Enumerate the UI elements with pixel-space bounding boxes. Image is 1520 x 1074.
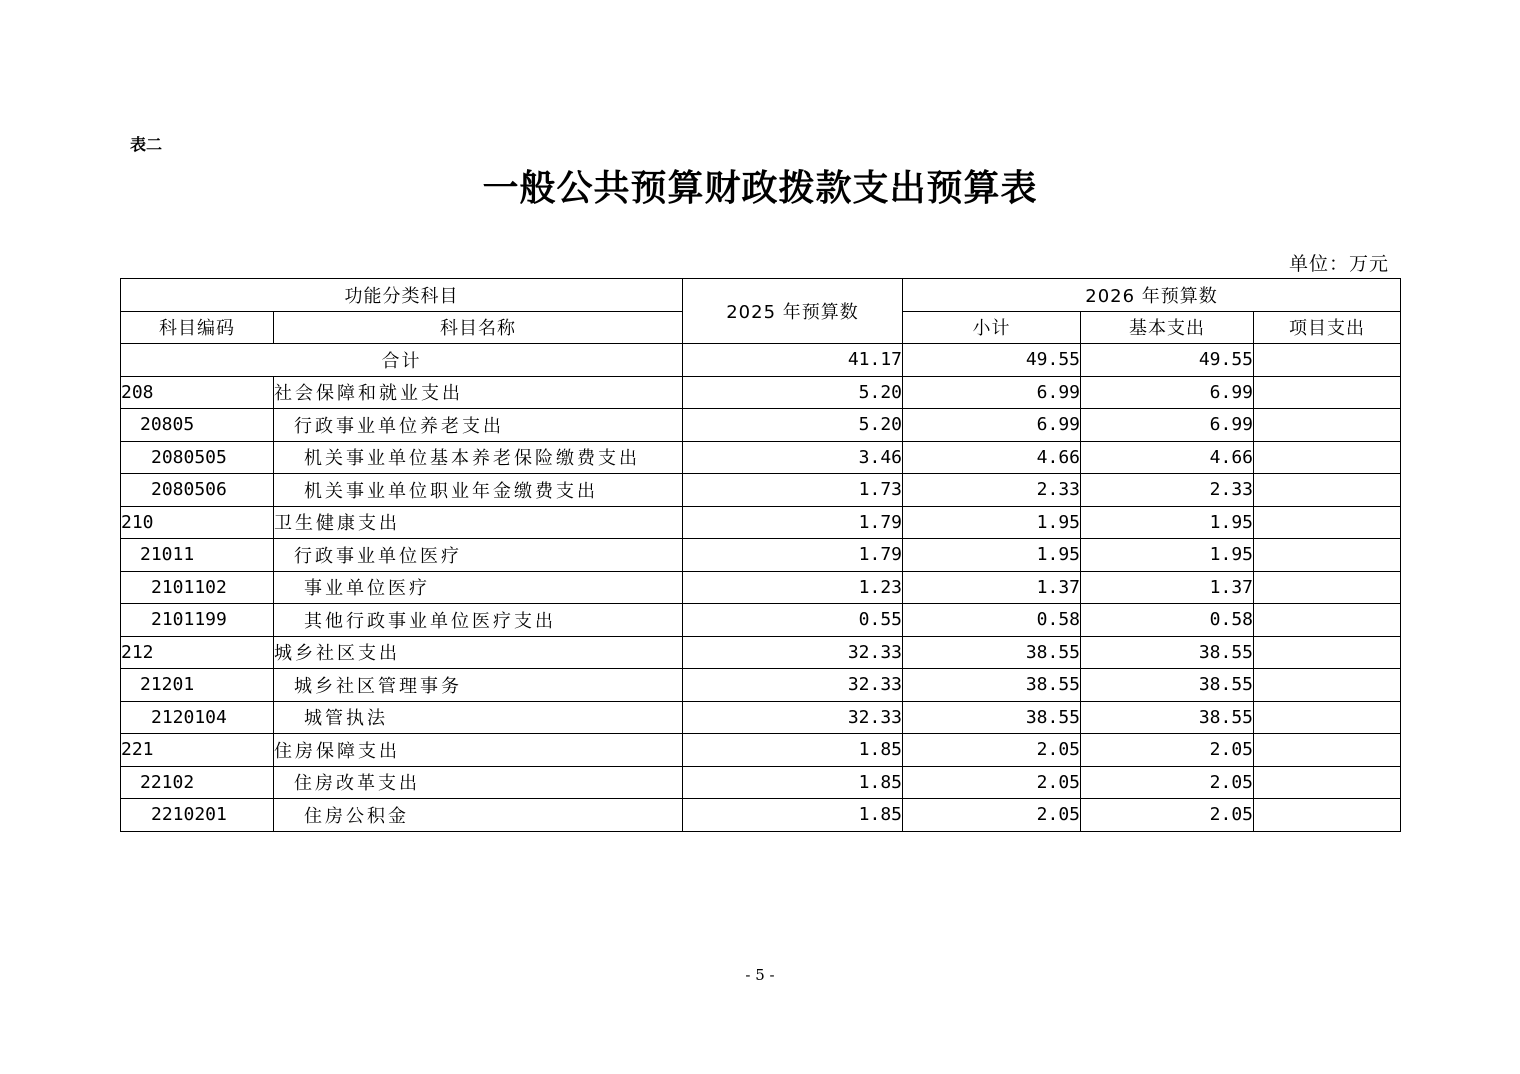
page-number: - 5 - xyxy=(745,966,775,984)
row-name: 行政事业单位医疗 xyxy=(274,539,683,572)
row-code: 21201 xyxy=(121,669,274,702)
row-name: 行政事业单位养老支出 xyxy=(274,409,683,442)
row-basic: 1.95 xyxy=(1081,506,1254,539)
row-project xyxy=(1254,539,1401,572)
row-name: 机关事业单位基本养老保险缴费支出 xyxy=(274,441,683,474)
row-basic: 6.99 xyxy=(1081,409,1254,442)
col-subtotal: 小计 xyxy=(903,311,1081,344)
row-code: 2101102 xyxy=(121,571,274,604)
row-code: 2101199 xyxy=(121,604,274,637)
row-project xyxy=(1254,604,1401,637)
row-name: 城乡社区管理事务 xyxy=(274,669,683,702)
row-code: 2120104 xyxy=(121,701,274,734)
row-budget-2025: 0.55 xyxy=(683,604,903,637)
col-budget-2025: 2025 年预算数 xyxy=(683,279,903,344)
col-group-function: 功能分类科目 xyxy=(121,279,683,312)
row-basic: 2.05 xyxy=(1081,799,1254,832)
row-code: 210 xyxy=(121,506,274,539)
row-name: 卫生健康支出 xyxy=(274,506,683,539)
table-row xyxy=(121,506,1401,539)
col-name: 科目名称 xyxy=(274,311,683,344)
row-subtotal: 1.95 xyxy=(903,539,1081,572)
row-subtotal: 38.55 xyxy=(903,701,1081,734)
table-row xyxy=(121,539,1401,572)
row-project xyxy=(1254,506,1401,539)
table-row xyxy=(121,701,1401,734)
row-project xyxy=(1254,376,1401,409)
row-project xyxy=(1254,571,1401,604)
row-subtotal: 0.58 xyxy=(903,604,1081,637)
table-row xyxy=(121,441,1401,474)
col-code: 科目编码 xyxy=(121,311,274,344)
row-basic: 38.55 xyxy=(1081,701,1254,734)
table-row xyxy=(121,474,1401,507)
row-name: 社会保障和就业支出 xyxy=(274,376,683,409)
row-project xyxy=(1254,799,1401,832)
row-subtotal: 1.95 xyxy=(903,506,1081,539)
row-subtotal: 2.05 xyxy=(903,799,1081,832)
row-name: 其他行政事业单位医疗支出 xyxy=(274,604,683,637)
total-project xyxy=(1254,344,1401,377)
row-budget-2025: 32.33 xyxy=(683,701,903,734)
row-subtotal: 1.37 xyxy=(903,571,1081,604)
row-subtotal: 38.55 xyxy=(903,636,1081,669)
row-budget-2025: 1.79 xyxy=(683,539,903,572)
row-name: 住房改革支出 xyxy=(274,766,683,799)
total-basic: 49.55 xyxy=(1081,344,1254,377)
header-row-1 xyxy=(121,279,1401,312)
total-label: 合计 xyxy=(121,344,683,377)
row-code: 2210201 xyxy=(121,799,274,832)
table-row xyxy=(121,799,1401,832)
row-project xyxy=(1254,734,1401,767)
row-budget-2025: 5.20 xyxy=(683,409,903,442)
row-code: 2080506 xyxy=(121,474,274,507)
row-code: 20805 xyxy=(121,409,274,442)
row-code: 212 xyxy=(121,636,274,669)
row-budget-2025: 5.20 xyxy=(683,376,903,409)
row-subtotal: 6.99 xyxy=(903,409,1081,442)
row-basic: 38.55 xyxy=(1081,636,1254,669)
table-row xyxy=(121,571,1401,604)
row-name: 住房公积金 xyxy=(274,799,683,832)
row-subtotal: 2.05 xyxy=(903,766,1081,799)
row-budget-2025: 1.79 xyxy=(683,506,903,539)
row-code: 21011 xyxy=(121,539,274,572)
col-project: 项目支出 xyxy=(1254,311,1401,344)
row-subtotal: 2.05 xyxy=(903,734,1081,767)
row-budget-2025: 1.85 xyxy=(683,766,903,799)
row-basic: 0.58 xyxy=(1081,604,1254,637)
row-basic: 2.05 xyxy=(1081,734,1254,767)
row-name: 机关事业单位职业年金缴费支出 xyxy=(274,474,683,507)
row-name: 事业单位医疗 xyxy=(274,571,683,604)
row-project xyxy=(1254,636,1401,669)
row-basic: 6.99 xyxy=(1081,376,1254,409)
col-group-2026: 2026 年预算数 xyxy=(903,279,1401,312)
table-row xyxy=(121,766,1401,799)
row-budget-2025: 1.85 xyxy=(683,734,903,767)
row-code: 2080505 xyxy=(121,441,274,474)
row-basic: 38.55 xyxy=(1081,669,1254,702)
row-budget-2025: 1.85 xyxy=(683,799,903,832)
table-row xyxy=(121,669,1401,702)
row-budget-2025: 1.23 xyxy=(683,571,903,604)
row-basic: 1.37 xyxy=(1081,571,1254,604)
total-row xyxy=(121,344,1401,377)
col-basic: 基本支出 xyxy=(1081,311,1254,344)
table-row xyxy=(121,409,1401,442)
row-project xyxy=(1254,441,1401,474)
row-project xyxy=(1254,669,1401,702)
total-subtotal: 49.55 xyxy=(903,344,1081,377)
row-subtotal: 6.99 xyxy=(903,376,1081,409)
row-project xyxy=(1254,701,1401,734)
unit-label: 单位：万元 xyxy=(1288,253,1389,275)
row-project xyxy=(1254,766,1401,799)
row-code: 221 xyxy=(121,734,274,767)
row-budget-2025: 3.46 xyxy=(683,441,903,474)
table-row xyxy=(121,376,1401,409)
row-name: 城乡社区支出 xyxy=(274,636,683,669)
row-code: 208 xyxy=(121,376,274,409)
row-basic: 2.33 xyxy=(1081,474,1254,507)
row-subtotal: 4.66 xyxy=(903,441,1081,474)
total-budget-2025: 41.17 xyxy=(683,344,903,377)
row-name: 城管执法 xyxy=(274,701,683,734)
row-budget-2025: 1.73 xyxy=(683,474,903,507)
row-budget-2025: 32.33 xyxy=(683,669,903,702)
row-code: 22102 xyxy=(121,766,274,799)
row-basic: 2.05 xyxy=(1081,766,1254,799)
row-project xyxy=(1254,409,1401,442)
table-row xyxy=(121,734,1401,767)
table-row xyxy=(121,604,1401,637)
row-name: 住房保障支出 xyxy=(274,734,683,767)
row-project xyxy=(1254,474,1401,507)
budget-table xyxy=(120,278,1401,832)
row-basic: 1.95 xyxy=(1081,539,1254,572)
table-label: 表二 xyxy=(130,135,163,154)
row-budget-2025: 32.33 xyxy=(683,636,903,669)
row-subtotal: 38.55 xyxy=(903,669,1081,702)
row-subtotal: 2.33 xyxy=(903,474,1081,507)
row-basic: 4.66 xyxy=(1081,441,1254,474)
page-title: 一般公共预算财政拨款支出预算表 xyxy=(482,167,1038,209)
table-row xyxy=(121,636,1401,669)
